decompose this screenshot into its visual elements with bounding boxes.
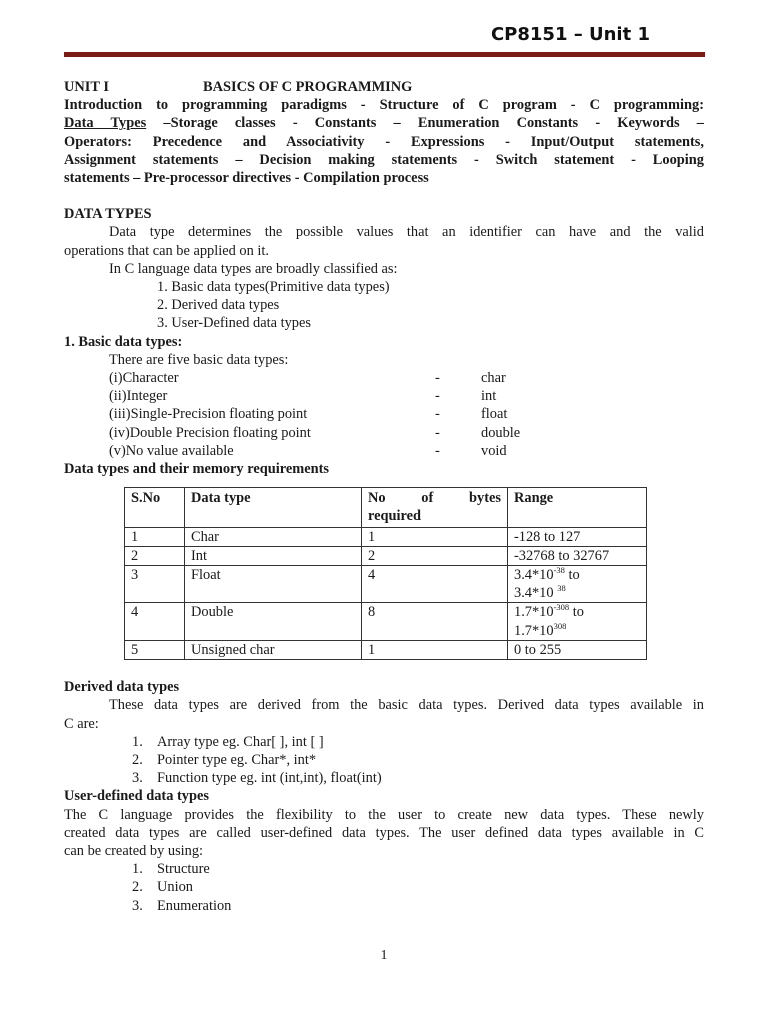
paragraph-line: These data types are derived from the basic data types. Derived data types available in	[109, 697, 704, 714]
table-header-row	[125, 488, 647, 527]
list-item: (i)Character - char	[109, 370, 506, 387]
header-rule	[64, 52, 705, 57]
section-heading-basic: 1. Basic data types:	[64, 333, 183, 350]
list-item: (iv)Double Precision floating point - double	[109, 424, 521, 441]
list-item: (iii)Single-Precision floating point - float	[109, 406, 508, 423]
column-header: Data type	[185, 488, 362, 527]
section-heading-memory: Data types and their memory requirements	[64, 461, 329, 478]
paragraph: There are five basic data types:	[109, 351, 289, 368]
column-header: Range	[508, 488, 647, 527]
list-item: 2. Derived data types	[157, 297, 280, 314]
list-item: 3. User-Defined data types	[157, 315, 311, 332]
list-item: 3. Function type eg. int (int,int), float(int)	[132, 770, 382, 787]
paragraph-line: The C language provides the flexibility to the user to create new data types. These newly	[64, 806, 704, 823]
unit-label: UNIT I	[64, 79, 109, 95]
list-item: (ii)Integer - int	[109, 388, 497, 405]
table-row: 4 Double 8 $1.7*10^{-308}$ to $1.7*10^{308}$	[125, 603, 647, 640]
column-header: S.No	[125, 488, 185, 527]
syllabus-line: statements – Pre-processor directives - Compilation process	[64, 170, 429, 187]
paragraph-line: C are:	[64, 715, 99, 732]
syllabus-line: Data Types –Storage classes - Constants – Enumeration Constants - Keywords –	[64, 115, 704, 132]
section-heading-data-types: DATA TYPES	[64, 206, 152, 223]
list-item: 1. Structure	[132, 861, 210, 878]
paragraph-line: created data types are called user-defined data types. The user defined data types available in C	[64, 824, 704, 841]
table-row: 2 Int 2 -32768 to 32767	[125, 546, 647, 565]
syllabus-link-data-types[interactable]: Data Types	[64, 115, 147, 132]
table-row: 1 Char 1 -128 to 127	[125, 527, 647, 546]
syllabus-line: Introduction to programming paradigms - Structure of C program - C programming:	[64, 97, 704, 114]
section-heading-derived: Derived data types	[64, 679, 180, 696]
unit-title: BASICS OF C PROGRAMMING	[203, 79, 413, 95]
list-item: 1. Basic data types(Primitive data types)	[157, 279, 390, 296]
derived-list	[64, 733, 704, 788]
user-defined-list	[64, 860, 704, 915]
list-item: 2. Pointer type eg. Char*, int*	[132, 751, 317, 768]
column-header: No of bytes required	[362, 488, 508, 527]
paragraph: In C language data types are broadly classified as:	[109, 260, 398, 277]
paragraph-line: can be created by using:	[64, 842, 204, 859]
list-item: 3. Enumeration	[132, 897, 232, 914]
header-title: CP8151 – Unit 1	[490, 24, 650, 45]
list-item: (v)No value available - void	[109, 442, 507, 459]
syllabus-line: Assignment statements – Decision making statements - Switch statement - Looping	[64, 151, 704, 168]
page-number: 1	[380, 948, 388, 963]
table-row: 3 Float 4 $3.4*10^{-38}$ to 3.4*10 $^{38}$	[125, 566, 647, 603]
page-content	[64, 78, 704, 915]
list-item: 2. Union	[132, 879, 193, 896]
paragraph-line: Data type determines the possible values that an identifier can have and the valid	[109, 224, 704, 241]
syllabus-line: Operators: Precedence and Associativity - Expressions - Input/Output statements,	[64, 133, 704, 150]
list-item: 1. Array type eg. Char[ ], int [ ]	[132, 733, 324, 750]
table-row: 5 Unsigned char 1 0 to 255	[125, 640, 647, 659]
section-heading-user-defined: User-defined data types	[64, 788, 209, 805]
memory-table	[124, 487, 647, 660]
paragraph-line: operations that can be applied on it.	[64, 242, 270, 259]
unit-heading	[64, 78, 704, 96]
